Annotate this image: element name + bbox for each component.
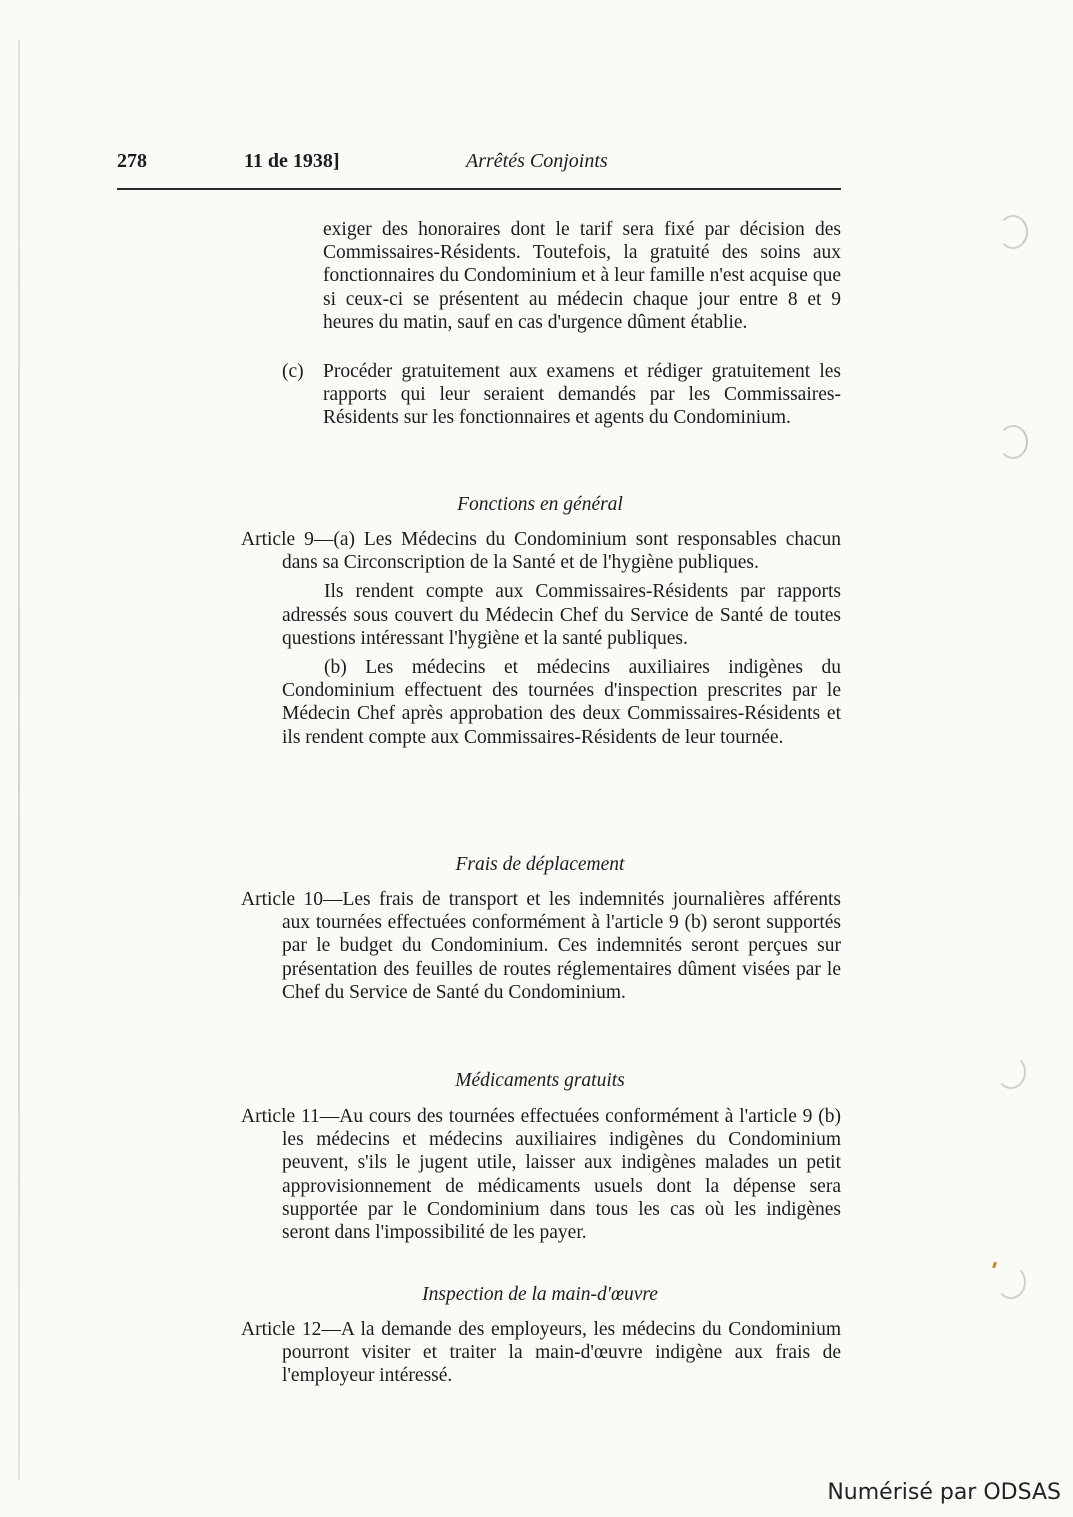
section-heading-frais: Frais de déplacement (455, 854, 625, 875)
issue-reference: 11 de 1938] (244, 150, 340, 172)
list-item-c (282, 360, 841, 430)
section-heading-inspection: Inspection de la main-d'œuvre (422, 1284, 658, 1305)
article-11 (241, 1105, 841, 1244)
running-title: Arrêtés Conjoints (466, 150, 608, 172)
digitization-watermark: Numérisé par ODSAS (827, 1480, 1061, 1505)
item-text: Procéder gratuitement aux examens et rédiger gratuitement les rapports qui leur seraient demandés par les Commissaires-Résidents sur les fonctionnaires et agents du Condominium. (323, 361, 841, 429)
page-number: 278 (117, 150, 147, 172)
paper-speck (992, 1262, 997, 1269)
article-10 (241, 888, 841, 1004)
punch-hole (998, 215, 1028, 249)
article-12-main: Article 12—A la demande des employeurs, les médecins du Condominium pourront visiter et traiter la main-d'œuvre indigène aux frais de l'employeur intéressé. (241, 1319, 841, 1387)
article-12 (241, 1318, 841, 1388)
article-11-main: Article 11—Au cours des tournées effectuées conformément à l'article 9 (b) les médecins et médecins auxiliaires indigènes du Condominium peuvent, s'ils le jugent utile, laisser aux indigènes malades un petit approvisionnement de médicaments usuels dont la dépense sera supportée par le Condominium dans tous les cas où les indigènes seront dans l'impossibilité de les payer. (241, 1106, 841, 1244)
item-label: (c) (282, 361, 304, 382)
continuation-paragraph (323, 218, 841, 334)
section-heading-fonctions: Fonctions en général (457, 494, 623, 515)
binding-edge (18, 40, 20, 1480)
article-9-paragraph-b: (b) Les médecins et médecins auxiliaires indigènes du Condominium effectuent des tournées d'inspection prescrites par le Médecin Chef après approbation des deux Commissaires-Résidents et ils rendent compte aux Commissaires-Résidents de leur tournée. (282, 657, 841, 748)
punch-hole (996, 1265, 1026, 1299)
section-heading-medicaments: Médicaments gratuits (455, 1070, 625, 1091)
article-9-paragraph: Ils rendent compte aux Commissaires-Résidents par rapports adressés sous couvert du Médecin Chef du Service de Santé de toutes questions intéressant l'hygiène et la santé publiques. (282, 581, 841, 649)
continuation-text: exiger des honoraires dont le tarif sera fixé par décision des Commissaires-Résidents. Toutefois, la gratuité des soins aux fonctionnaires du Condominium et à leur famille n'est acquise que si ceux-ci se présentent au médecin chaque jour entre 8 et 9 heures du matin, sauf en cas d'urgence dûment établie. (323, 219, 841, 333)
page-header (117, 150, 841, 178)
punch-hole (998, 425, 1028, 459)
article-9 (241, 528, 841, 749)
header-rule (117, 188, 841, 190)
punch-hole (996, 1055, 1026, 1089)
article-9-main: Article 9—(a) Les Médecins du Condominium sont responsables chacun dans sa Circonscription de la Santé et de l'hygiène publiques. (241, 529, 841, 574)
article-10-main: Article 10—Les frais de transport et les indemnités journalières afférents aux tournées effectuées conformément à l'article 9 (b) seront supportés par le budget du Condominium. Ces indemnités seront perçues sur présentation des feuilles de routes réglementaires dûment visées par le Chef du Service de Santé du Condominium. (241, 889, 841, 1003)
